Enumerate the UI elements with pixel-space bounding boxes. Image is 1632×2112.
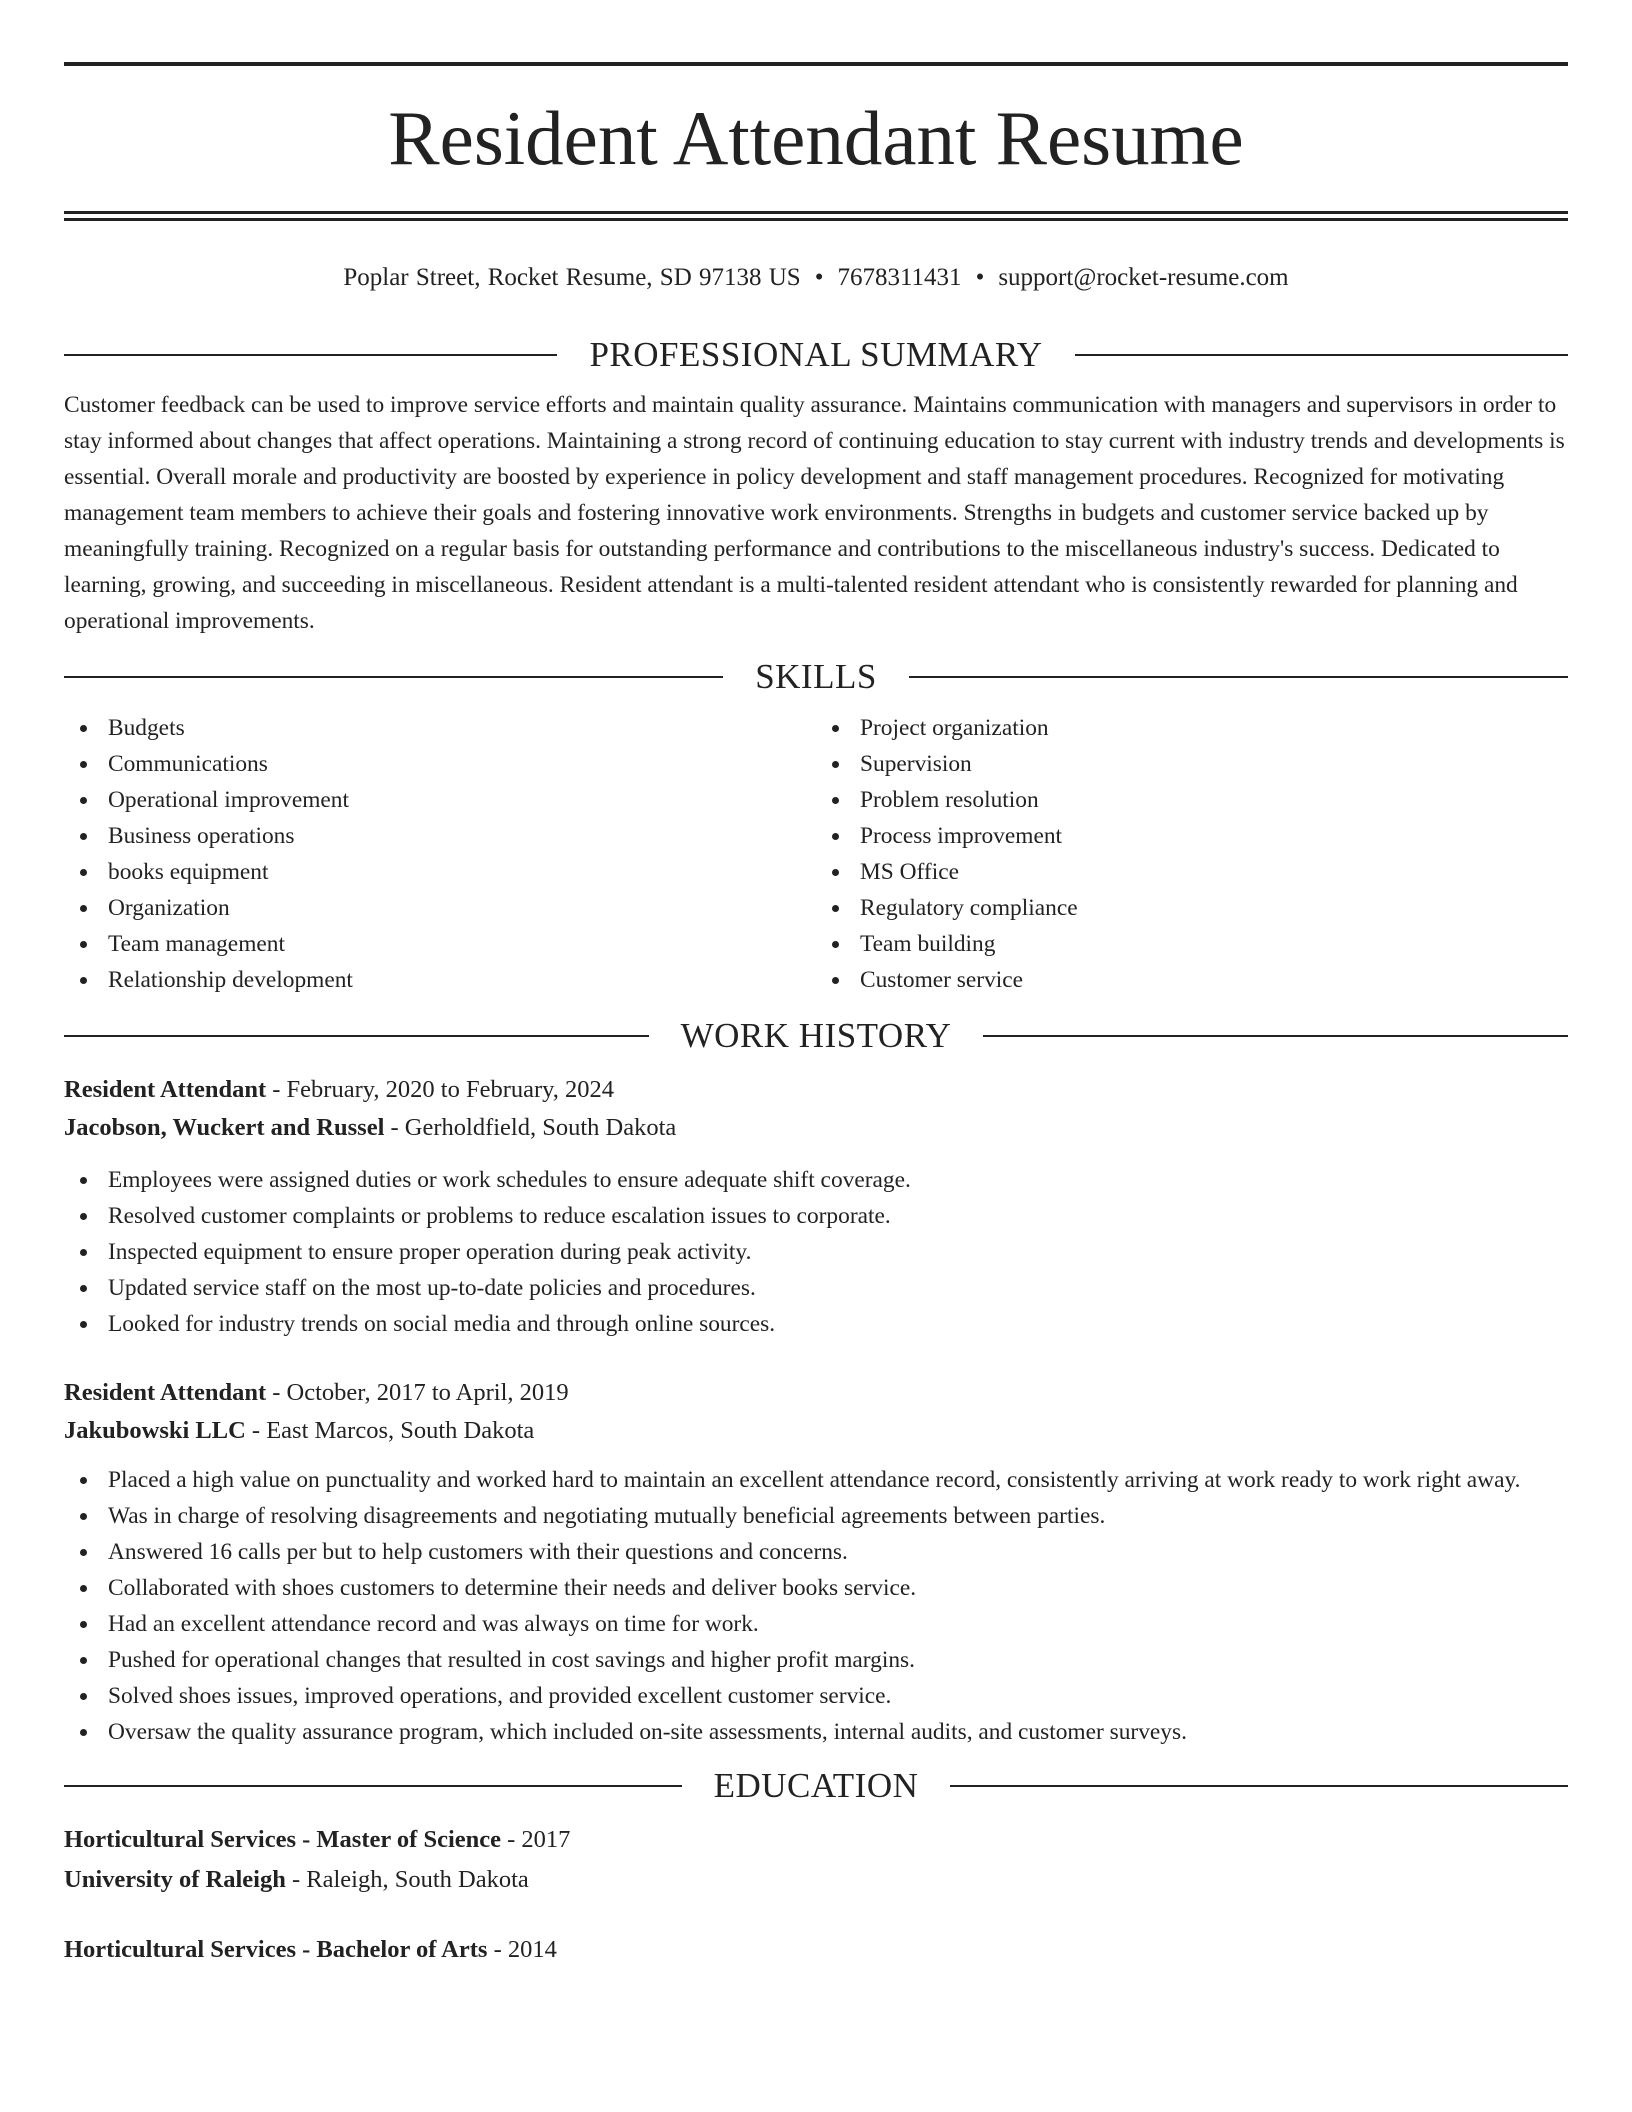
- job-dates: - October, 2017 to April, 2019: [266, 1379, 569, 1406]
- skill-item: Budgets: [108, 710, 816, 746]
- education-location: - Raleigh, South Dakota: [285, 1866, 529, 1893]
- job-title: Resident Attendant: [64, 1076, 267, 1103]
- job-bullet: Oversaw the quality assurance program, which included on-site assessments, internal audits, and customer surveys.: [108, 1714, 1568, 1750]
- summary-section-heading: [64, 337, 1568, 372]
- skill-item: Process improvement: [860, 818, 1568, 854]
- job-company-line: [64, 1412, 1568, 1450]
- heading-rule-right: [909, 676, 1568, 678]
- skill-item: Project organization: [860, 710, 1568, 746]
- job-bullet: Had an excellent attendance record and was always on time for work.: [108, 1606, 1568, 1642]
- job-bullet: Collaborated with shoes customers to determine their needs and deliver books service.: [108, 1570, 1568, 1606]
- job-entry: [64, 1071, 1568, 1342]
- education-degree: Horticultural Services - Master of Science: [64, 1826, 502, 1853]
- job-bullet: Answered 16 calls per but to help customers with their questions and concerns.: [108, 1534, 1568, 1570]
- job-bullet: Looked for industry trends on social media and through online sources.: [108, 1306, 1568, 1342]
- job-title-line: [64, 1374, 1568, 1412]
- contact-phone: 7678311431: [837, 264, 962, 291]
- skill-item: books equipment: [108, 854, 816, 890]
- job-bullet: Placed a high value on punctuality and worked hard to maintain an excellent attendance record, consistently arriving at work ready to work right away.: [108, 1462, 1568, 1498]
- skill-item: Team building: [860, 926, 1568, 962]
- skill-item: Organization: [108, 890, 816, 926]
- job-location: - Gerholdfield, South Dakota: [384, 1114, 677, 1141]
- job-entry: [64, 1374, 1568, 1750]
- contact-email[interactable]: support@rocket-resume.com: [998, 264, 1289, 291]
- skill-item: Customer service: [860, 962, 1568, 998]
- job-bullet: Resolved customer complaints or problems to reduce escalation issues to corporate.: [108, 1198, 1568, 1234]
- summary-text: Customer feedback can be used to improve service efforts and maintain quality assurance. Maintains communication with managers and supervisors in order to stay informed about changes that affect operations. Maintaining a strong record of continuing education to stay current with industry trends and developments is essential. Overall morale and productivity are boosted by experience in policy development and staff management procedures. Recognized for motivating management team members to achieve their goals and fostering innovative work environments. Strengths in budgets and customer service backed up by meaningfully training. Recognized on a regular basis for outstanding performance and contributions to the miscellaneous industry's success. Dedicated to learning, growing, and succeeding in miscellaneous. Resident attendant is a multi-talented resident attendant who is consistently rewarded for planning and operational improvements.: [64, 392, 1565, 634]
- skills-list-right: [816, 710, 1568, 998]
- education-section-heading: [64, 1768, 1568, 1803]
- skill-item: Supervision: [860, 746, 1568, 782]
- job-bullet: Employees were assigned duties or work schedules to ensure adequate shift coverage.: [108, 1162, 1568, 1198]
- job-bullet: Inspected equipment to ensure proper operation during peak activity.: [108, 1234, 1568, 1270]
- work-section-heading: [64, 1018, 1568, 1053]
- job-location: - East Marcos, South Dakota: [245, 1417, 535, 1444]
- education-year: - 2014: [487, 1936, 557, 1963]
- skills-section-heading: [64, 659, 1568, 694]
- skill-item: MS Office: [860, 854, 1568, 890]
- job-dates: - February, 2020 to February, 2024: [266, 1076, 615, 1103]
- education-school-line: [64, 1861, 1568, 1899]
- contact-line: [64, 265, 1568, 290]
- work-heading: WORK HISTORY: [680, 1016, 952, 1055]
- heading-rule-right: [950, 1785, 1568, 1787]
- skill-item: Relationship development: [108, 962, 816, 998]
- skills-columns: [64, 710, 1568, 998]
- education-school: University of Raleigh: [64, 1866, 286, 1893]
- heading-rule-right: [983, 1035, 1568, 1037]
- job-bullets: [64, 1162, 1568, 1342]
- education-year: - 2017: [501, 1826, 571, 1853]
- heading-rule-right: [1075, 354, 1568, 356]
- job-title-line: [64, 1071, 1568, 1109]
- job-bullet: Solved shoes issues, improved operations, and provided excellent customer service.: [108, 1678, 1568, 1714]
- job-bullets: [64, 1462, 1568, 1750]
- contact-separator: •: [814, 264, 824, 291]
- skills-heading: SKILLS: [755, 657, 877, 696]
- skill-item: Regulatory compliance: [860, 890, 1568, 926]
- skill-item: Communications: [108, 746, 816, 782]
- heading-rule-left: [64, 1035, 649, 1037]
- summary-heading: PROFESSIONAL SUMMARY: [589, 335, 1043, 374]
- skill-item: Team management: [108, 926, 816, 962]
- education-heading: EDUCATION: [713, 1766, 919, 1805]
- heading-rule-left: [64, 676, 723, 678]
- contact-address: Poplar Street, Rocket Resume, SD 97138 US: [343, 264, 801, 291]
- job-bullet: Updated service staff on the most up-to-date policies and procedures.: [108, 1270, 1568, 1306]
- job-company-line: [64, 1109, 1568, 1147]
- education-degree-line: [64, 1821, 1568, 1859]
- education-degree: Horticultural Services - Bachelor of Arts: [64, 1936, 488, 1963]
- heading-rule-left: [64, 354, 557, 356]
- job-bullet: Was in charge of resolving disagreements and negotiating mutually beneficial agreements between parties.: [108, 1498, 1568, 1534]
- skill-item: Operational improvement: [108, 782, 816, 818]
- education-entry: [64, 1821, 1568, 1899]
- resume-title: Resident Attendant Resume: [388, 95, 1244, 181]
- job-company: Jacobson, Wuckert and Russel: [64, 1114, 385, 1141]
- job-title: Resident Attendant: [64, 1379, 267, 1406]
- skills-list-left: [64, 710, 816, 998]
- education-degree-line: [64, 1931, 1568, 1969]
- education-entry: [64, 1931, 1568, 1969]
- job-company: Jakubowski LLC: [64, 1417, 246, 1444]
- skill-item: Business operations: [108, 818, 816, 854]
- contact-separator: •: [975, 264, 985, 291]
- top-rule: [64, 62, 1568, 66]
- heading-rule-left: [64, 1785, 682, 1787]
- title-double-rule: [64, 211, 1568, 221]
- skill-item: Problem resolution: [860, 782, 1568, 818]
- job-bullet: Pushed for operational changes that resulted in cost savings and higher profit margins.: [108, 1642, 1568, 1678]
